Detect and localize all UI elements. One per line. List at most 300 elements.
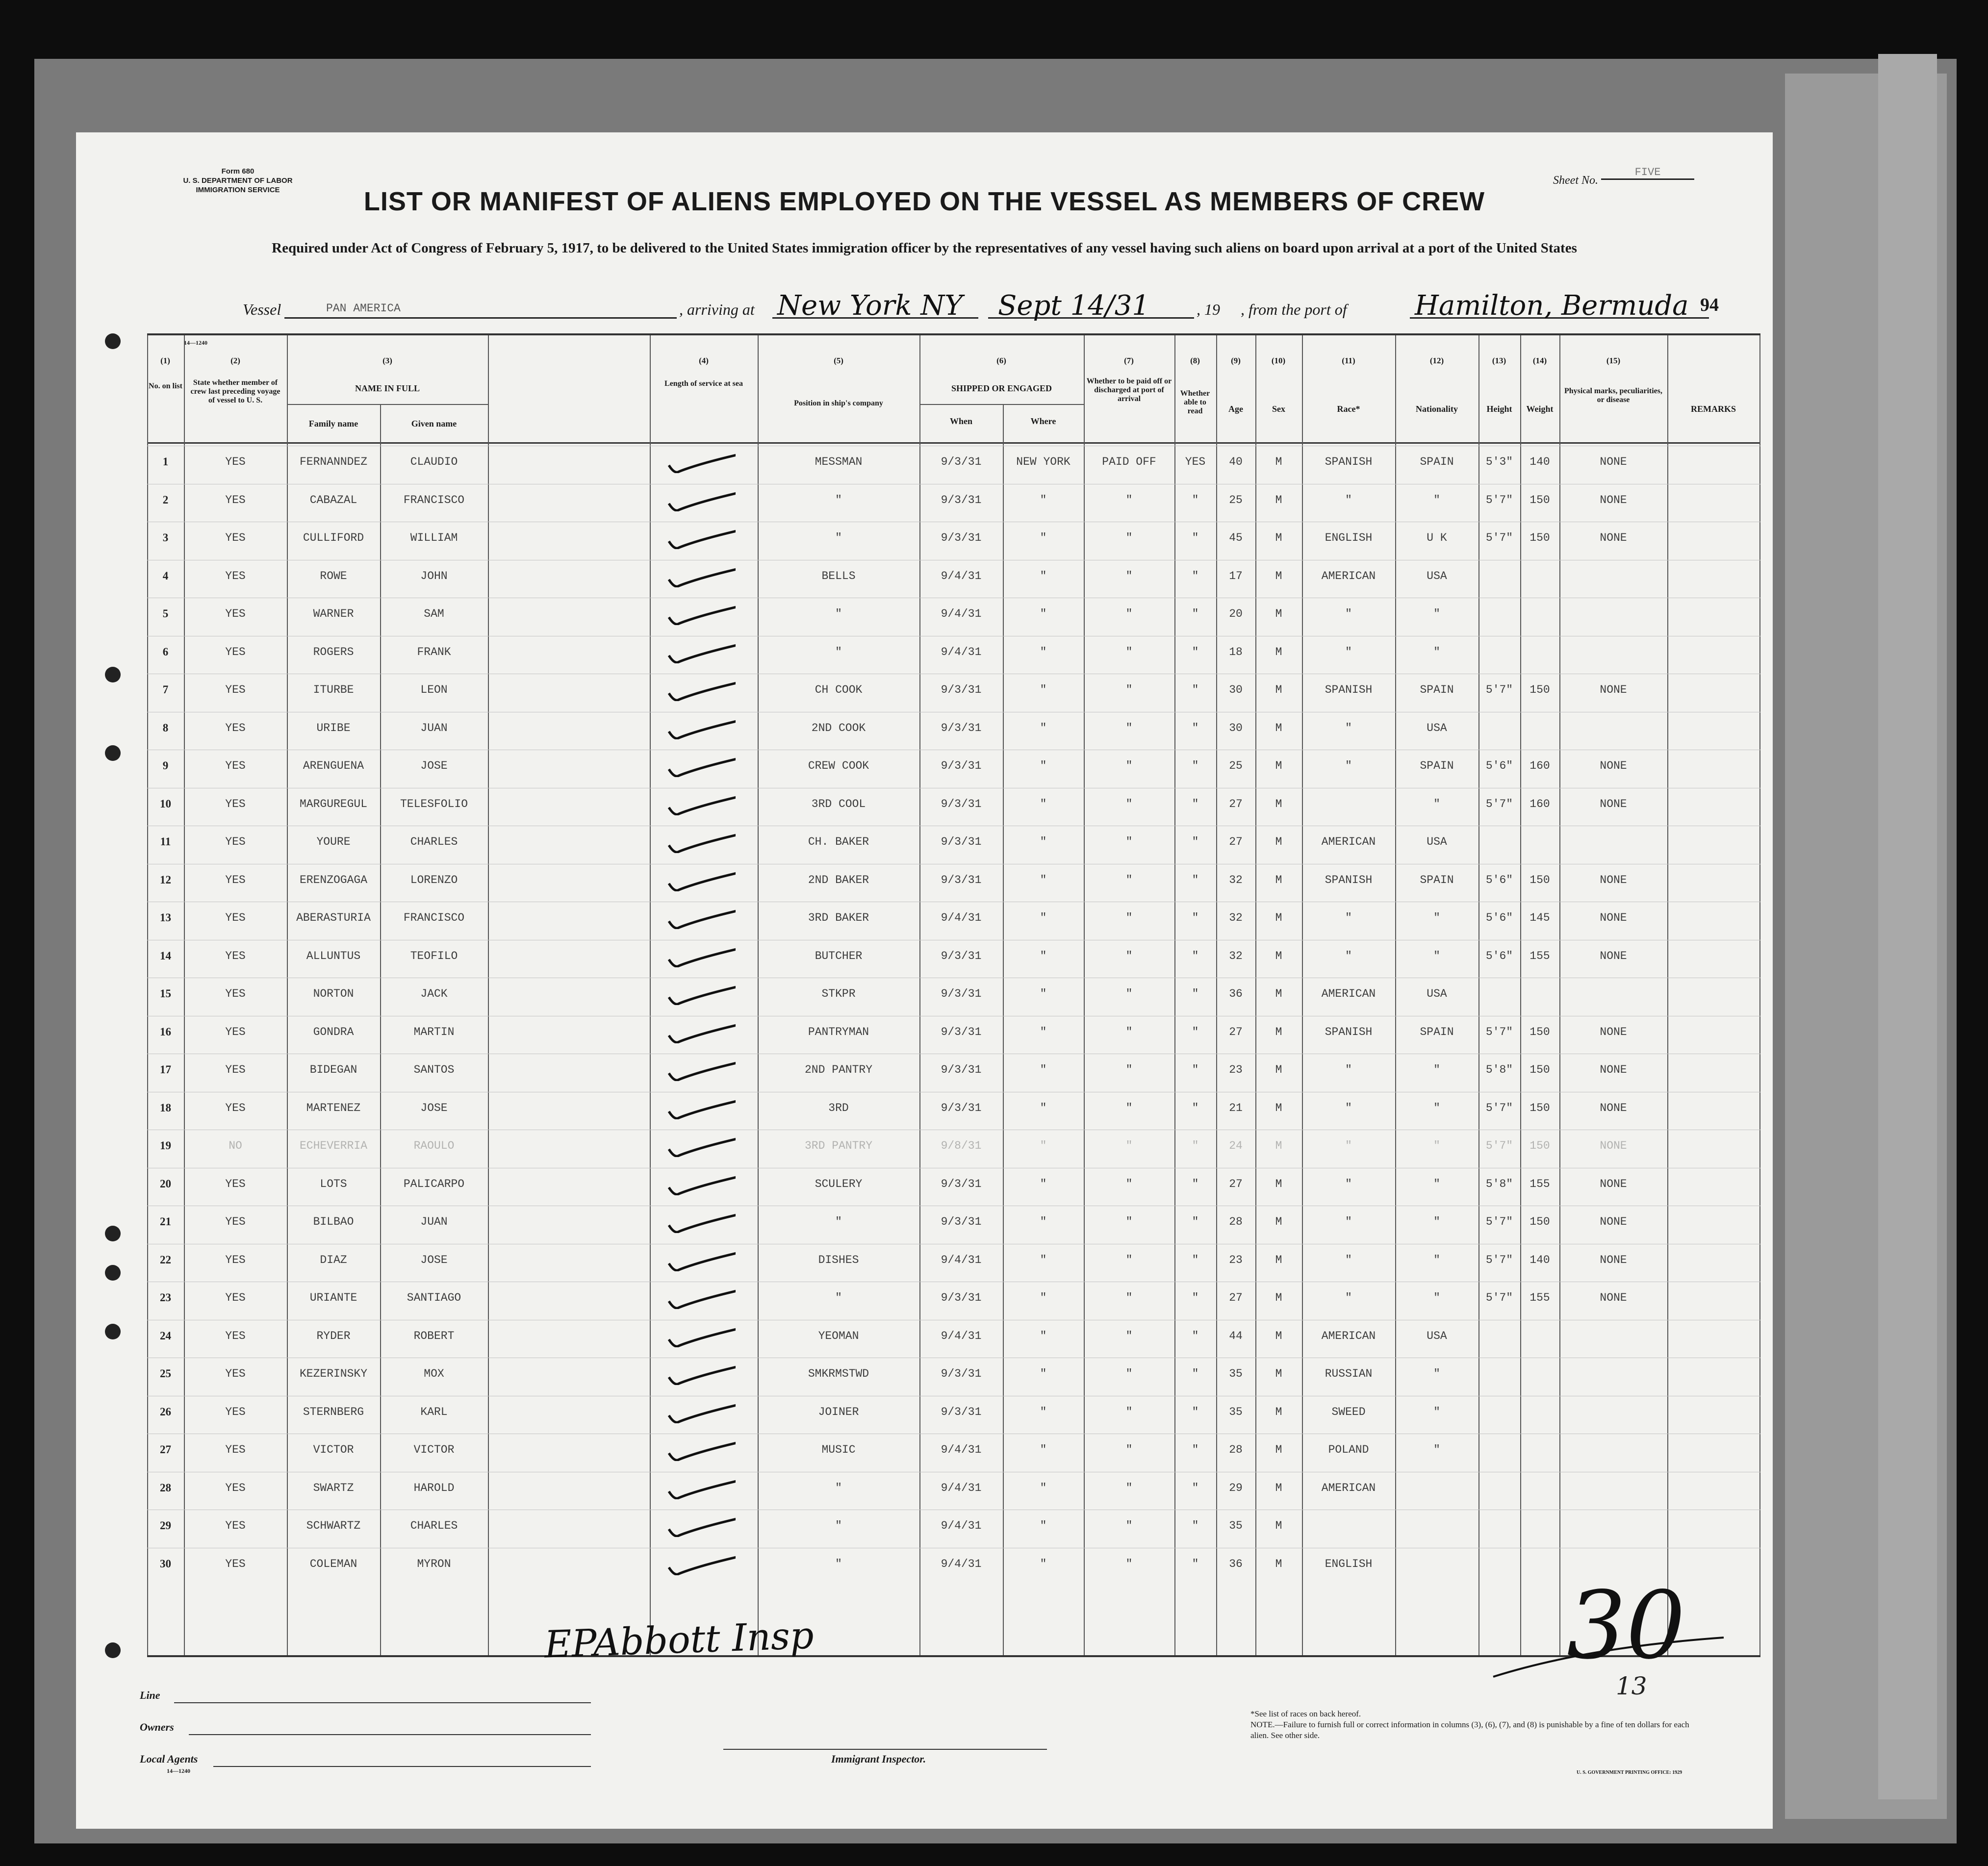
family-name-cell: CULLIFORD xyxy=(303,531,364,544)
shipped-when-cell: 9/3/31 xyxy=(941,721,982,734)
family-name-cell: ECHEVERRIA xyxy=(299,1139,368,1152)
vessel-name: PAN AMERICA xyxy=(326,302,401,315)
table-row xyxy=(147,1472,1760,1509)
page-mark: 13 xyxy=(1616,1672,1647,1700)
given-name-cell: TEOFILO xyxy=(410,949,458,962)
nationality-cell: USA xyxy=(1427,569,1447,582)
binder-hole xyxy=(105,667,121,682)
paid-off-cell: " xyxy=(1125,569,1133,582)
paid-off-cell: " xyxy=(1125,1443,1133,1456)
row-number: 21 xyxy=(160,1215,171,1228)
total-count: 30 xyxy=(1567,1571,1685,1680)
column-number: (4) xyxy=(699,356,709,365)
height-cell: 5'3" xyxy=(1485,455,1513,468)
given-name-cell: JOSE xyxy=(420,759,448,772)
race-cell: AMERICAN xyxy=(1321,1329,1376,1342)
height-cell: 5'6" xyxy=(1485,873,1513,886)
column-number: (3) xyxy=(382,356,392,365)
sheet-value: FIVE xyxy=(1601,166,1694,180)
nationality-cell: USA xyxy=(1427,987,1447,1000)
header-no-on-list: No. on list xyxy=(149,382,182,390)
paid-off-cell: " xyxy=(1125,493,1133,506)
shipped-where-cell: " xyxy=(1040,1253,1047,1266)
given-name-cell: MOX xyxy=(424,1367,444,1380)
shipped-when-cell: 9/3/31 xyxy=(941,797,982,810)
prev-voyage-cell: YES xyxy=(225,1177,246,1190)
given-name-cell: FRANK xyxy=(417,645,451,658)
position-cell: YEOMAN xyxy=(818,1329,859,1342)
family-name-cell: RYDER xyxy=(316,1329,351,1342)
able-read-cell: " xyxy=(1192,1063,1199,1076)
race-cell: " xyxy=(1345,911,1352,924)
paid-off-cell: " xyxy=(1125,873,1133,886)
sex-cell: M xyxy=(1275,1177,1282,1190)
row-number: 26 xyxy=(160,1405,171,1418)
table-row xyxy=(147,1054,1760,1091)
race-cell: RUSSIAN xyxy=(1325,1367,1373,1380)
height-cell: 5'7" xyxy=(1485,1025,1513,1038)
shipped-where-cell: " xyxy=(1040,645,1047,658)
nationality-cell: SPAIN xyxy=(1420,683,1454,696)
weight-cell: 140 xyxy=(1529,1253,1550,1266)
given-name-cell: FRANCISCO xyxy=(403,911,465,924)
shipped-when-cell: 9/3/31 xyxy=(941,455,982,468)
nationality-cell: SPAIN xyxy=(1420,873,1454,886)
row-number: 22 xyxy=(160,1253,171,1266)
physical-marks-cell: NONE xyxy=(1600,1291,1627,1304)
age-cell: 32 xyxy=(1229,873,1243,886)
row-number: 25 xyxy=(160,1367,171,1380)
header-paid-off: Whether to be paid off or discharged at port of arrival xyxy=(1086,377,1172,403)
column-number: (11) xyxy=(1342,356,1355,365)
able-read-cell: " xyxy=(1192,1101,1199,1114)
table-row xyxy=(147,1282,1760,1319)
check-mark-icon xyxy=(667,1287,736,1309)
check-mark-icon xyxy=(667,870,736,891)
paid-off-cell: " xyxy=(1125,1025,1133,1038)
position-cell: PANTRYMAN xyxy=(808,1025,869,1038)
family-name-cell: FERNANNDEZ xyxy=(299,455,368,468)
column-number: (7) xyxy=(1124,356,1134,365)
weight-cell: 150 xyxy=(1529,493,1550,506)
shipped-where-cell: " xyxy=(1040,1101,1047,1114)
shipped-when-cell: 9/4/31 xyxy=(941,1253,982,1266)
height-cell: 5'7" xyxy=(1485,683,1513,696)
inspector-signature-line xyxy=(723,1748,1047,1750)
nationality-cell: USA xyxy=(1427,835,1447,848)
check-mark-icon xyxy=(667,490,736,511)
age-cell: 40 xyxy=(1229,455,1243,468)
check-mark-icon xyxy=(667,1098,736,1119)
able-read-cell: " xyxy=(1192,1215,1199,1228)
shipped-when-cell: 9/3/31 xyxy=(941,949,982,962)
shipped-where-cell: " xyxy=(1040,835,1047,848)
family-name-cell: BIDEGAN xyxy=(309,1063,357,1076)
check-mark-icon xyxy=(667,1022,736,1043)
header-name-in-full: NAME IN FULL xyxy=(355,383,420,393)
arriving-label: , arriving at xyxy=(679,301,755,318)
age-cell: 30 xyxy=(1229,721,1243,734)
position-cell: 2ND PANTRY xyxy=(804,1063,873,1076)
able-read-cell: " xyxy=(1192,1025,1199,1038)
physical-marks-cell: NONE xyxy=(1600,493,1627,506)
age-cell: 44 xyxy=(1229,1329,1243,1342)
given-name-cell: SANTIAGO xyxy=(407,1291,461,1304)
age-cell: 32 xyxy=(1229,949,1243,962)
shipped-where-cell: " xyxy=(1040,987,1047,1000)
height-cell: 5'8" xyxy=(1485,1177,1513,1190)
family-name-cell: NORTON xyxy=(313,987,354,1000)
paid-off-cell: " xyxy=(1125,949,1133,962)
row-number: 16 xyxy=(160,1025,171,1038)
shipped-when-cell: 9/4/31 xyxy=(941,1329,982,1342)
prev-voyage-cell: YES xyxy=(225,1557,246,1570)
family-name-cell: LOTS xyxy=(320,1177,347,1190)
shipped-when-cell: 9/4/31 xyxy=(941,607,982,620)
shipped-where-cell: " xyxy=(1040,1405,1047,1418)
table-row xyxy=(147,978,1760,1015)
family-name-cell: ERENZOGAGA xyxy=(299,873,368,886)
given-name-cell: KARL xyxy=(420,1405,448,1418)
penalty-note: NOTE.—Failure to furnish full or correct information in columns (3), (6), (7), and (8) is punishable by a fine of ten dollars for each alien. See other side. xyxy=(1250,1720,1689,1740)
age-cell: 25 xyxy=(1229,759,1243,772)
age-cell: 25 xyxy=(1229,493,1243,506)
check-mark-icon xyxy=(667,1439,736,1461)
row-number: 29 xyxy=(160,1519,171,1532)
underlying-sheet-edge xyxy=(1878,54,1937,1799)
table-row xyxy=(147,1244,1760,1281)
shipped-where-cell: " xyxy=(1040,721,1047,734)
physical-marks-cell: NONE xyxy=(1600,1177,1627,1190)
able-read-cell: " xyxy=(1192,1177,1199,1190)
family-name-cell: URIANTE xyxy=(309,1291,357,1304)
row-number: 28 xyxy=(160,1481,171,1494)
nationality-cell: " xyxy=(1433,1101,1440,1114)
given-name-cell: LEON xyxy=(420,683,448,696)
weight-cell: 150 xyxy=(1529,1063,1550,1076)
able-read-cell: " xyxy=(1192,1443,1199,1456)
weight-cell: 150 xyxy=(1529,1025,1550,1038)
header-where: Where xyxy=(1030,416,1056,426)
shipped-when-cell: 9/3/31 xyxy=(941,1215,982,1228)
position-cell: " xyxy=(835,1291,842,1304)
nationality-cell: " xyxy=(1433,645,1440,658)
check-mark-icon xyxy=(667,832,736,853)
height-cell: 5'7" xyxy=(1485,1101,1513,1114)
column-number: (14) xyxy=(1532,356,1547,365)
nationality-cell: U K xyxy=(1427,531,1447,544)
family-name-cell: ARENGUENA xyxy=(303,759,364,772)
row-number: 7 xyxy=(162,683,169,696)
line-field xyxy=(174,1701,591,1703)
row-number: 4 xyxy=(162,569,169,582)
table-row xyxy=(147,560,1760,597)
prev-voyage-cell: YES xyxy=(225,607,246,620)
prev-voyage-cell: YES xyxy=(225,797,246,810)
table-row xyxy=(147,864,1760,901)
sex-cell: M xyxy=(1275,531,1282,544)
vessel-label: Vessel xyxy=(243,301,281,318)
age-cell: 36 xyxy=(1229,1557,1243,1570)
shipped-where-cell: " xyxy=(1040,1215,1047,1228)
age-cell: 28 xyxy=(1229,1215,1243,1228)
prev-voyage-cell: YES xyxy=(225,1101,246,1114)
physical-marks-cell: NONE xyxy=(1600,1063,1627,1076)
paid-off-cell: " xyxy=(1125,1177,1133,1190)
physical-marks-cell: NONE xyxy=(1600,1101,1627,1114)
family-name-cell: SWARTZ xyxy=(313,1481,354,1494)
shipped-when-cell: 9/3/31 xyxy=(941,1063,982,1076)
weight-cell: 155 xyxy=(1529,1177,1550,1190)
race-cell: " xyxy=(1345,1177,1352,1190)
position-cell: " xyxy=(835,607,842,620)
nationality-cell: " xyxy=(1433,1367,1440,1380)
shipped-where-cell: " xyxy=(1040,873,1047,886)
shipped-when-cell: 9/8/31 xyxy=(941,1139,982,1152)
sex-cell: M xyxy=(1275,987,1282,1000)
race-cell: POLAND xyxy=(1328,1443,1369,1456)
race-cell: " xyxy=(1345,759,1352,772)
race-cell: SPANISH xyxy=(1325,683,1373,696)
sex-cell: M xyxy=(1275,645,1282,658)
prev-voyage-cell: YES xyxy=(225,493,246,506)
position-cell: CH COOK xyxy=(815,683,863,696)
given-name-cell: RAOULO xyxy=(413,1139,455,1152)
age-cell: 27 xyxy=(1229,835,1243,848)
age-cell: 27 xyxy=(1229,1291,1243,1304)
family-name-cell: URIBE xyxy=(316,721,351,734)
nationality-cell: USA xyxy=(1427,721,1447,734)
paid-off-cell: " xyxy=(1125,835,1133,848)
check-mark-icon xyxy=(667,794,736,815)
weight-cell: 155 xyxy=(1529,949,1550,962)
able-read-cell: " xyxy=(1192,607,1199,620)
given-name-cell: MARTIN xyxy=(413,1025,455,1038)
row-number: 18 xyxy=(160,1101,171,1114)
given-name-cell: VICTOR xyxy=(413,1443,455,1456)
shipped-where-cell: " xyxy=(1040,1329,1047,1342)
given-name-cell: CHARLES xyxy=(410,835,458,848)
weight-cell: 155 xyxy=(1529,1291,1550,1304)
table-row xyxy=(147,712,1760,749)
family-name-cell: ROGERS xyxy=(313,645,354,658)
family-name-cell: SCHWARTZ xyxy=(306,1519,361,1532)
prev-voyage-cell: YES xyxy=(225,1329,246,1342)
table-row xyxy=(147,1130,1760,1167)
race-cell: AMERICAN xyxy=(1321,835,1376,848)
prev-voyage-cell: YES xyxy=(225,569,246,582)
table-row xyxy=(147,484,1760,521)
nationality-cell: " xyxy=(1433,493,1440,506)
page-number: 94 xyxy=(1700,295,1719,315)
family-name-cell: ROWE xyxy=(320,569,347,582)
position-cell: " xyxy=(835,1481,842,1494)
inspector-label: Immigrant Inspector. xyxy=(831,1753,926,1765)
age-cell: 35 xyxy=(1229,1405,1243,1418)
prev-voyage-cell: YES xyxy=(225,1481,246,1494)
race-cell: AMERICAN xyxy=(1321,569,1376,582)
header-sex: Sex xyxy=(1272,404,1285,414)
paid-off-cell: " xyxy=(1125,1405,1133,1418)
paid-off-cell: " xyxy=(1125,1481,1133,1494)
height-cell: 5'8" xyxy=(1485,1063,1513,1076)
prev-voyage-cell: YES xyxy=(225,1253,246,1266)
age-cell: 18 xyxy=(1229,645,1243,658)
family-name-cell: COLEMAN xyxy=(309,1557,357,1570)
row-number: 8 xyxy=(162,721,169,734)
header-length-service: Length of service at sea xyxy=(664,379,743,388)
shipped-when-cell: 9/4/31 xyxy=(941,569,982,582)
form-number: Form 680 xyxy=(221,167,255,176)
weight-cell: 160 xyxy=(1529,759,1550,772)
able-read-cell: " xyxy=(1192,949,1199,962)
race-cell: ENGLISH xyxy=(1325,1557,1373,1570)
physical-marks-cell: NONE xyxy=(1600,531,1627,544)
shipped-where-cell: " xyxy=(1040,1063,1047,1076)
height-cell: 5'6" xyxy=(1485,911,1513,924)
physical-marks-cell: NONE xyxy=(1600,1215,1627,1228)
sex-cell: M xyxy=(1275,721,1282,734)
row-number: 2 xyxy=(162,493,169,506)
shipped-where-cell: " xyxy=(1040,1481,1047,1494)
shipped-where-cell: " xyxy=(1040,1177,1047,1190)
paid-off-cell: " xyxy=(1125,645,1133,658)
paid-off-cell: " xyxy=(1125,911,1133,924)
check-mark-icon xyxy=(667,1135,736,1157)
shipped-when-cell: 9/3/31 xyxy=(941,987,982,1000)
column-number: (8) xyxy=(1190,356,1200,365)
prev-voyage-cell: YES xyxy=(225,1405,246,1418)
race-cell: SPANISH xyxy=(1325,455,1373,468)
column-number: (13) xyxy=(1492,356,1506,365)
height-cell: 5'7" xyxy=(1485,493,1513,506)
able-read-cell: " xyxy=(1192,1519,1199,1532)
row-number: 23 xyxy=(160,1291,171,1304)
header-when: When xyxy=(949,416,972,426)
given-name-cell: TELESFOLIO xyxy=(400,797,468,810)
height-cell: 5'6" xyxy=(1485,949,1513,962)
given-name-cell: SAM xyxy=(424,607,444,620)
family-name-cell: MARTENEZ xyxy=(306,1101,361,1114)
physical-marks-cell: NONE xyxy=(1600,455,1627,468)
race-cell: " xyxy=(1345,607,1352,620)
paid-off-cell: " xyxy=(1125,797,1133,810)
nationality-cell: SPAIN xyxy=(1420,455,1454,468)
height-cell: 5'7" xyxy=(1485,1253,1513,1266)
shipped-where-cell: " xyxy=(1040,493,1047,506)
given-name-cell: JOHN xyxy=(420,569,448,582)
shipped-where-cell: " xyxy=(1040,569,1047,582)
paid-off-cell: " xyxy=(1125,1557,1133,1570)
given-name-cell: MYRON xyxy=(417,1557,451,1570)
nationality-cell: " xyxy=(1433,1215,1440,1228)
column-number: (15) xyxy=(1606,356,1621,365)
able-read-cell: " xyxy=(1192,531,1199,544)
check-mark-icon xyxy=(667,946,736,967)
from-label: , from the port of xyxy=(1241,301,1347,318)
family-name-cell: ITURBE xyxy=(313,683,354,696)
row-number: 13 xyxy=(160,911,171,924)
prev-voyage-cell: YES xyxy=(225,531,246,544)
shipped-where-cell: " xyxy=(1040,1367,1047,1380)
family-name-cell: MARGUREGUL xyxy=(299,797,368,810)
row-number: 3 xyxy=(162,531,169,544)
sex-cell: M xyxy=(1275,949,1282,962)
agents-label: Local Agents xyxy=(140,1753,198,1765)
header-age: Age xyxy=(1228,404,1243,414)
check-mark-icon xyxy=(667,642,736,663)
height-cell: 5'7" xyxy=(1485,1139,1513,1152)
prev-voyage-cell: YES xyxy=(225,1025,246,1038)
race-cell: " xyxy=(1345,1063,1352,1076)
table-row xyxy=(147,1016,1760,1053)
nationality-cell: " xyxy=(1433,797,1440,810)
row-number: 17 xyxy=(160,1063,171,1076)
sex-cell: M xyxy=(1275,1557,1282,1570)
sex-cell: M xyxy=(1275,759,1282,772)
family-name-cell: DIAZ xyxy=(320,1253,347,1266)
column-number: (12) xyxy=(1429,356,1444,365)
paid-off-cell: " xyxy=(1125,1063,1133,1076)
nationality-cell: " xyxy=(1433,1405,1440,1418)
check-mark-icon xyxy=(667,756,736,777)
header-able-read: Whether able to read xyxy=(1180,389,1210,415)
age-cell: 45 xyxy=(1229,531,1243,544)
prev-voyage-cell: YES xyxy=(225,1215,246,1228)
check-mark-icon xyxy=(667,1402,736,1423)
position-cell: 2ND BAKER xyxy=(808,873,869,886)
height-cell: 5'7" xyxy=(1485,1215,1513,1228)
position-cell: BELLS xyxy=(821,569,856,582)
paid-off-cell: " xyxy=(1125,1367,1133,1380)
position-cell: DISHES xyxy=(818,1253,859,1266)
sex-cell: M xyxy=(1275,1025,1282,1038)
page-subtitle: Required under Act of Congress of February 5, 1917, to be delivered to the United States immigration officer by the representatives of any vessel having such aliens on board upon arrival at a port of the United States xyxy=(272,240,1577,256)
table-code: 14—1240 xyxy=(184,339,207,346)
able-read-cell: " xyxy=(1192,493,1199,506)
given-name-cell: JOSE xyxy=(420,1253,448,1266)
prev-voyage-cell: YES xyxy=(225,835,246,848)
prev-voyage-cell: YES xyxy=(225,645,246,658)
age-cell: 35 xyxy=(1229,1367,1243,1380)
paid-off-cell: " xyxy=(1125,1519,1133,1532)
position-cell: " xyxy=(835,1215,842,1228)
position-cell: 3RD PANTRY xyxy=(804,1139,873,1152)
paid-off-cell: " xyxy=(1125,987,1133,1000)
binder-hole xyxy=(105,333,121,349)
nationality-cell: " xyxy=(1433,1443,1440,1456)
physical-marks-cell: NONE xyxy=(1600,683,1627,696)
check-mark-icon xyxy=(667,604,736,625)
table-row xyxy=(147,598,1760,635)
sex-cell: M xyxy=(1275,835,1282,848)
shipped-where-cell: " xyxy=(1040,1443,1047,1456)
binder-hole xyxy=(105,745,121,761)
table-row xyxy=(147,902,1760,939)
given-name-cell: ROBERT xyxy=(413,1329,455,1342)
nationality-cell: SPAIN xyxy=(1420,1025,1454,1038)
position-cell: " xyxy=(835,493,842,506)
sex-cell: M xyxy=(1275,1405,1282,1418)
position-cell: SMKRMSTWD xyxy=(808,1367,869,1380)
age-cell: 17 xyxy=(1229,569,1243,582)
position-cell: " xyxy=(835,645,842,658)
shipped-when-cell: 9/3/31 xyxy=(941,835,982,848)
shipped-when-cell: 9/3/31 xyxy=(941,1177,982,1190)
column-number: (9) xyxy=(1231,356,1241,365)
race-cell: " xyxy=(1345,949,1352,962)
shipped-when-cell: 9/3/31 xyxy=(941,759,982,772)
